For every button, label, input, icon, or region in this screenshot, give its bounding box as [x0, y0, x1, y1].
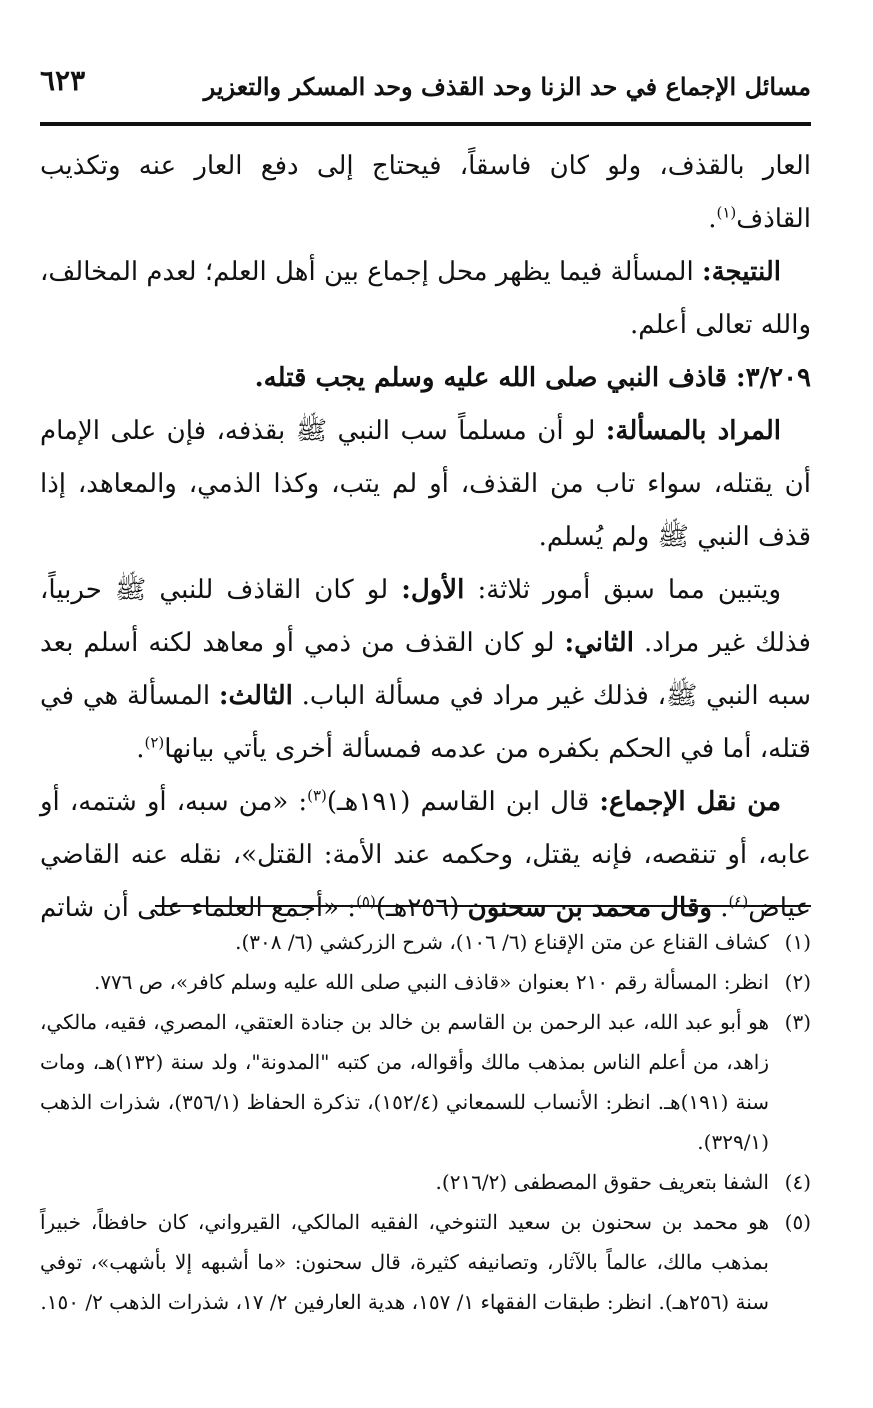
section-heading: ٣/٢٠٩: قاذف النبي صلى الله عليه وسلم يجب قتله.	[254, 363, 811, 393]
footnotes	[40, 922, 811, 1322]
third-label: الثالث:	[218, 681, 293, 711]
consensus-text-e: : «أجمع العلماء على أن شاتم	[40, 893, 357, 923]
page-header	[40, 64, 811, 108]
footnote-text: هو محمد بن سحنون بن سعيد التنوخي، الفقيه المالكي، القيرواني، كان حافظاً، خبيراً بمذهب مالك، عالماً بالآثار، وتصانيفه كثيرة، قال سحنون: «ما أشبهه إلا بأشهب»، توفي سنة (٢٥٦هـ). انظر: طبقات الفقهاء ١/ ١٥٧، هدية العارفين ٢/ ١٧، شذرات الذهب ٢/ ١٥٠.	[40, 1210, 769, 1314]
definition-text: لو أن مسلماً سب النبي ﷺ بقذفه، فإن على الإمام أن يقتله، سواء تاب من القذف، أو لم يتب، وكذا الذمي، والمعاهد، إذا قذف النبي ﷺ ولم يُسلم.	[40, 416, 811, 552]
footnote-ref-1: (١)	[716, 203, 737, 222]
main-text	[40, 140, 811, 935]
footnote-5	[40, 1202, 811, 1322]
footnote-text: انظر: المسألة رقم ٢١٠ بعنوان «قاذف النبي صلى الله عليه وسلم كافر»، ص ٧٧٦.	[93, 970, 769, 994]
footnote-number: (١)	[784, 930, 811, 954]
footnote-ref-3: (٣)	[307, 786, 327, 805]
header-rule	[40, 122, 811, 126]
third-text: المسألة هي في قتله، أما في الحكم بكفره من عدمه فمسألة أخرى يأتي بيانها	[40, 681, 811, 764]
consensus-text-c: .	[711, 893, 729, 923]
footnote-4	[40, 1162, 811, 1202]
paragraph-definition	[40, 405, 811, 564]
consensus-text-d: (٢٥٦هـ)	[375, 893, 468, 923]
paragraph-consensus	[40, 776, 811, 935]
paragraph-1-text: العار بالقذف، ولو كان فاسقاً، فيحتاج إلى دفع العار عنه وتكذيب القاذف	[40, 151, 811, 234]
conclusion-text: المسألة فيما يظهر محل إجماع بين أهل العلم؛ لعدم المخالف، والله تعالى أعلم.	[40, 257, 811, 340]
first-label: الأول:	[401, 575, 465, 605]
footnote-2	[40, 962, 811, 1002]
footnote-ref-4: (٤)	[728, 892, 749, 911]
paragraph-1-end: .	[708, 204, 717, 234]
first-text: لو كان القاذف للنبي ﷺ حربياً، فذلك غير مراد.	[40, 575, 811, 658]
definition-label: المراد بالمسألة:	[605, 416, 781, 446]
consensus-bold-name: وقال محمد بن سحنون	[467, 893, 712, 923]
paragraph-conclusion	[40, 246, 811, 352]
consensus-label: من نقل الإجماع:	[599, 787, 781, 817]
footnote-number: (٥)	[784, 1210, 811, 1234]
paragraph-1	[40, 140, 811, 246]
footnote-3	[40, 1002, 811, 1162]
footnote-ref-2: (٢)	[144, 733, 165, 752]
second-text: لو كان القذف من ذمي أو معاهد لكنه أسلم بعد سبه النبي ﷺ، فذلك غير مراد في مسألة الباب.	[40, 628, 811, 711]
clarification-intro: ويتبين مما سبق أمور ثلاثة:	[464, 575, 781, 605]
clarification-end: .	[136, 734, 145, 764]
footnote-separator	[155, 905, 811, 907]
page-number: ٦٢٣	[40, 64, 86, 97]
consensus-text-b: : «من سبه، أو شتمه، أو عابه، أو تنقصه، فإنه يقتل، وحكمه عند الأمة: القتل»، نقله عنه القاضي عياض	[40, 787, 811, 923]
footnote-number: (٤)	[784, 1170, 811, 1194]
footnote-number: (٢)	[784, 970, 811, 994]
footnote-1	[40, 922, 811, 962]
footnote-number: (٣)	[784, 1010, 811, 1034]
footnote-text: الشفا بتعريف حقوق المصطفى (٢١٦/٢).	[435, 1170, 769, 1194]
conclusion-label: النتيجة:	[701, 257, 781, 287]
running-title: مسائل الإجماع في حد الزنا وحد القذف وحد المسكر والتعزير	[203, 72, 811, 101]
footnote-text: كشاف القناع عن متن الإقناع (٦/ ١٠٦)، شرح الزركشي (٦/ ٣٠٨).	[235, 930, 769, 954]
footnote-text: هو أبو عبد الله، عبد الرحمن بن القاسم بن خالد بن جنادة العتقي، المصري، فقيه، مالكي، زاهد، من أعلم الناس بمذهب مالك وأقواله، من كتبه "المدونة"، ولد سنة (١٣٢)هـ، ومات سنة (١٩١)هـ. انظر: الأنساب للسمعاني (١٥٢/٤)، تذكرة الحفاظ (٣٥٦/١)، شذرات الذهب (٣٢٩/١).	[40, 1010, 769, 1154]
footnote-ref-5: (٥)	[356, 892, 376, 911]
second-label: الثاني:	[564, 628, 634, 658]
consensus-text-a: قال ابن القاسم (١٩١هـ)	[326, 787, 600, 817]
paragraph-clarification	[40, 564, 811, 776]
